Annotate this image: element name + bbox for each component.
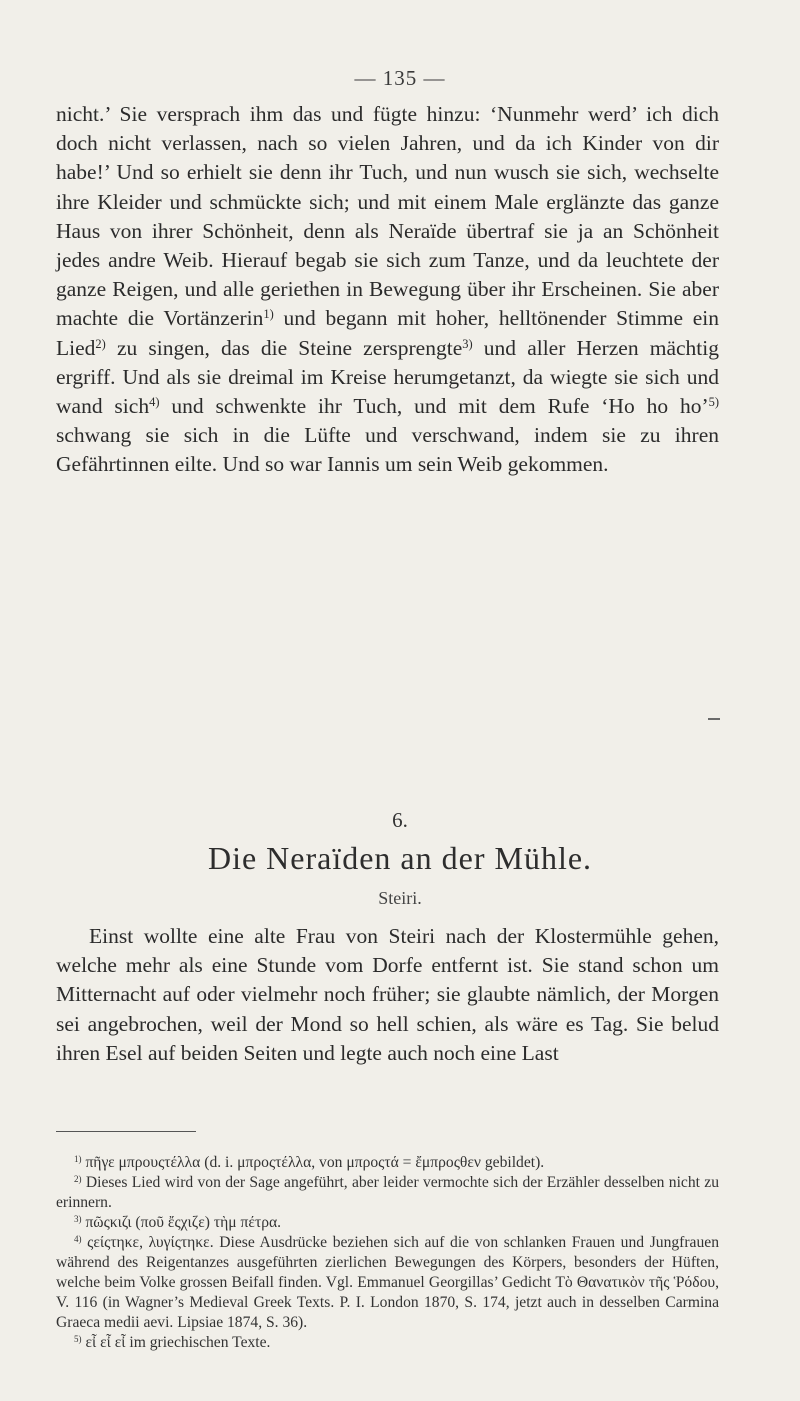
footnote-mark: 5) (74, 1334, 82, 1345)
paragraph-text: und schwenkte ihr Tuch, und mit dem Rufe ‘Ho ho ho’ (159, 394, 709, 419)
section-place: Steiri. (378, 888, 422, 908)
paragraph-text: Einst wollte eine alte Frau von Steiri nach der Klostermühle gehen, welche mehr als eine Stunde vom Dorfe entfernt ist. Sie stand schon um Mitternacht auf oder vielmehr noch früher; sie glaubte nämlich, der Morgen sei angebrochen, weil der Mond so hell schien, als wäre es Tag. Sie belud ihren Esel auf beiden Seiten und legte auch noch eine Last (56, 924, 719, 1065)
footnote-rule (56, 1131, 196, 1132)
footnote-4 (56, 1233, 719, 1333)
footnote-mark: 1) (74, 1154, 82, 1165)
body-paragraph-1 (56, 100, 719, 480)
section-number: 6. (392, 808, 408, 832)
paragraph-text: und begann mit hoher, helltönender Stimme ein Lied (56, 306, 720, 360)
body-paragraph-2 (56, 922, 719, 1068)
paragraph-text: zu singen, das die Steine zersprengte (105, 335, 463, 360)
footnote-mark: 3) (74, 1214, 82, 1225)
footnote-ref-1: 1) (263, 307, 274, 322)
footnote-text: ςείςτηκε, λυγίςτηκε. Diese Ausdrücke beziehen sich auf die von schlanken Frauen und Jungfrauen während des Reigentanzes ausgeführten zierlichen Bewegungen des Körpers, besonders der Hüften, welche beim Volke grossen Beifall finden. Vgl. Emmanuel Georgillas’ Gedicht Τὸ Θανατικὸν τῆς Ῥόδου, V. 116 (in Wagner’s Medieval Greek Texts. P. I. London 1870, S. 174, jetzt auch in desselben Carmina Graeca medii aevi. Lipsiae 1874, S. 36). (56, 1234, 719, 1331)
footnote-ref-4: 4) (149, 395, 160, 410)
paragraph-text: nicht.’ Sie versprach ihm das und fügte hinzu: ‘Nunmehr werd’ ich dich doch nicht verlassen, nach so vielen Jahren, und da ich Kinder von dir habe!’ Und so erhielt sie denn ihr Tuch, und nun wusch sie sich, wechselte ihre Kleider und schmückte sich; und mit einem Male erglänzte das ganze Haus von ihrer Schönheit, denn als Neraïde übertraf sie ja an Schönheit jedes andre Weib. Hierauf begab sie sich zum Tanze, und da leuchtete der ganze Reigen, und alle geriethen in Bewegung über ihr Erscheinen. Sie aber machte die Vortänzerin (56, 102, 719, 331)
footnote-5 (56, 1333, 719, 1353)
footnotes (56, 1153, 719, 1353)
section-title: Die Neraïden an der Mühle. (207, 840, 593, 876)
paragraph-text: und aller Herzen mächtig ergriff. Und als sie dreimal im Kreise herumgetanzt, da wiegte sie sich und wand sich (56, 335, 720, 419)
footnote-mark: 2) (74, 1174, 82, 1185)
footnote-1 (56, 1153, 719, 1173)
footnote-text: πῶςκιζι (ποῦ ἔςχιζε) τὴμ πέτρα. (85, 1214, 282, 1231)
footnote-mark: 4) (74, 1234, 82, 1245)
footnote-ref-2: 2) (95, 336, 106, 351)
footnote-ref-5: 5) (708, 395, 719, 410)
page-number: — 135 — (354, 66, 446, 90)
footnote-2 (56, 1173, 719, 1213)
footnote-text: εἶ εἶ εἶ im griechischen Texte. (85, 1334, 271, 1351)
footnote-text: Dieses Lied wird von der Sage angeführt, aber leider vermochte sich der Erzähler desselben nicht zu erinnern. (56, 1174, 719, 1211)
footnote-text: πῆγε μπρουςτέλλα (d. i. μπροςτέλλα, von μπροςτά = ἔμπροςθεν gebildet). (85, 1154, 545, 1171)
margin-mark (708, 718, 720, 720)
paragraph-text: schwang sie sich in die Lüfte und verschwand, indem sie zu ihren Gefährtinnen eilte. Und so war Iannis um sein Weib gekommen. (56, 423, 719, 477)
footnote-ref-3: 3) (462, 336, 473, 351)
footnote-3 (56, 1213, 719, 1233)
